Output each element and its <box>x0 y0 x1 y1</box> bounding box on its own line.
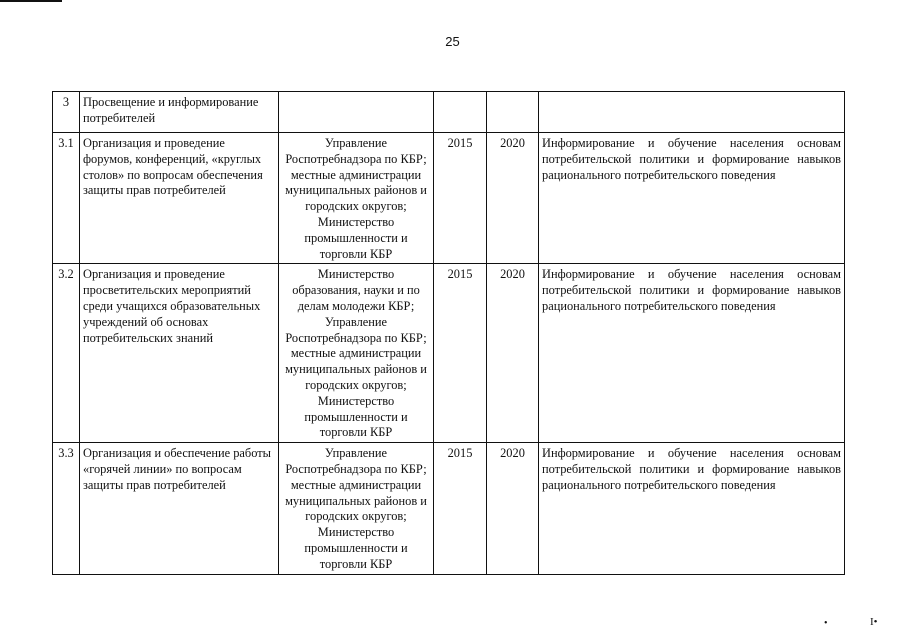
table-row <box>53 264 845 443</box>
responsible-cell <box>279 92 434 133</box>
table-row <box>53 92 845 133</box>
responsible-line: муниципальных районов и <box>285 183 427 198</box>
start-year: 2015 <box>434 133 487 264</box>
responsible-line: Роспотребнадзора по КБР; <box>285 461 427 476</box>
start-year: 2015 <box>434 264 487 443</box>
responsible-cell <box>279 443 434 574</box>
responsible-line: местные администрации <box>290 477 422 492</box>
responsible-line: Роспотребнадзора по КБР; <box>285 330 427 345</box>
responsible-line: городских округов; <box>305 199 407 214</box>
page-number: 25 <box>445 34 460 49</box>
expected-result: Информирование и обучение населения основам потребительской политики и формирование навыков рационального потребительского поведения <box>539 443 845 574</box>
row-number: 3 <box>53 92 80 133</box>
row-number: 3.2 <box>53 264 80 443</box>
table-row <box>53 133 845 264</box>
responsible-line: промышленности и <box>304 540 408 555</box>
responsible-line: городских округов; <box>305 377 407 392</box>
measure-name: Организация и проведение форумов, конференций, «круглых столов» по вопросам обеспечения защиты прав потребителей <box>80 133 279 264</box>
responsible-line: торговли КБР <box>319 425 393 440</box>
end-year <box>487 92 539 133</box>
responsible-line: Министерство <box>317 267 395 282</box>
responsible-line: Управление <box>324 136 388 150</box>
responsible-line: торговли КБР <box>319 246 393 261</box>
measure-name: Организация и обеспечение работы «горячей линии» по вопросам защиты прав потребителей <box>80 443 279 574</box>
responsible-line: Министерство <box>317 525 395 540</box>
expected-result <box>539 92 845 133</box>
end-year: 2020 <box>487 133 539 264</box>
responsible-line: муниципальных районов и <box>285 362 427 377</box>
end-year: 2020 <box>487 443 539 574</box>
responsible-line: Министерство <box>317 214 395 229</box>
responsible-line: местные администрации <box>290 346 422 361</box>
responsible-line: муниципальных районов и <box>285 493 427 508</box>
responsible-line: торговли КБР <box>319 556 393 571</box>
responsible-line: Управление <box>324 314 388 329</box>
responsible-line: делам молодежи КБР; <box>297 298 415 313</box>
responsible-line: промышленности и <box>304 409 408 424</box>
table-row <box>53 443 845 574</box>
scan-edge-mark <box>0 0 62 2</box>
expected-result: Информирование и обучение населения основам потребительской политики и формирование навыков рационального потребительского поведения <box>539 133 845 264</box>
end-year: 2020 <box>487 264 539 443</box>
responsible-line: Министерство <box>317 393 395 408</box>
responsible-line: городских округов; <box>305 509 407 524</box>
responsible-line: промышленности и <box>304 230 408 245</box>
expected-result: Информирование и обучение населения основам потребительской политики и формирование навыков рационального потребительского поведения <box>539 264 845 443</box>
start-year <box>434 92 487 133</box>
start-year: 2015 <box>434 443 487 574</box>
row-number: 3.3 <box>53 443 80 574</box>
measures-table <box>52 91 845 575</box>
scan-artifact-mark: • <box>824 618 828 629</box>
responsible-cell <box>279 133 434 264</box>
section-title: Просвещение и информирование потребителей <box>80 92 279 133</box>
scan-artifact-mark: I• <box>870 616 878 628</box>
responsible-line: местные администрации <box>290 167 422 182</box>
responsible-line: Управление <box>324 446 388 461</box>
responsible-line: образования, науки и по <box>292 283 420 298</box>
row-number: 3.1 <box>53 133 80 264</box>
measure-name: Организация и проведение просветительских мероприятий среди учащихся образовательных учреждений об основах потребительских знаний <box>80 264 279 443</box>
responsible-line: Роспотребнадзора по КБР; <box>285 151 427 166</box>
responsible-cell <box>279 264 434 443</box>
